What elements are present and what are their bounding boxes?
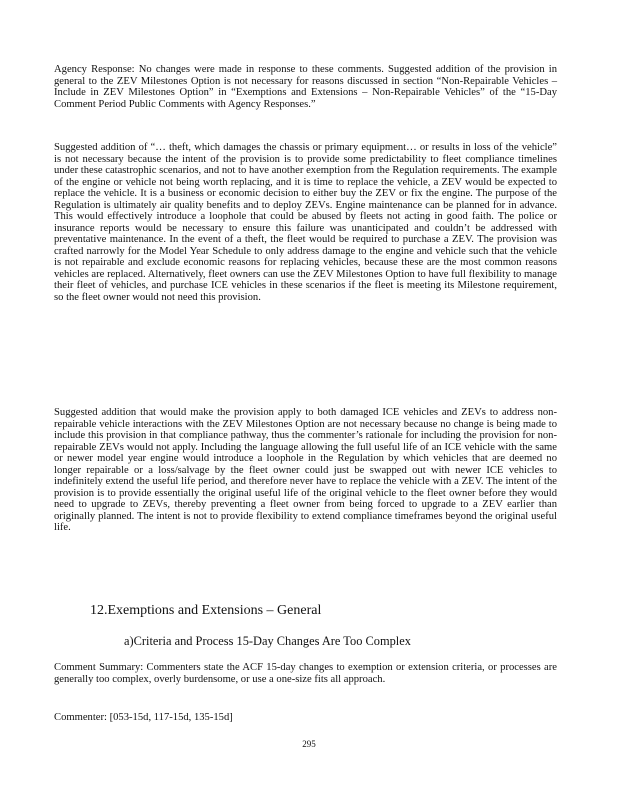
commenter-list: Commenter: [053-15d, 117-15d, 135-15d] xyxy=(54,712,233,723)
comment-summary: Comment Summary: Commenters state the ACF 15-day changes to exemption or extension criteria, or processes are generally too complex, overly burdensome, or use a one-size fits all approach. xyxy=(54,662,557,685)
section-heading: 12.Exemptions and Extensions – General xyxy=(90,603,322,618)
agency-response-paragraph: Agency Response: No changes were made in response to these comments. Suggested addition of the provision in general to the ZEV Milestones Option is not necessary for reasons discussed in section “Non-Repairable Vehicles – Include in ZEV Milestones Option” in “Exemptions and Extensions – Non-Repairable Vehicles” of the “15-Day Comment Period Public Comments with Agency Responses.” xyxy=(54,64,557,110)
ice-zev-provision-paragraph: Suggested addition that would make the provision apply to both damaged ICE vehicles and ZEVs to address non-repairable vehicle interactions with the ZEV Milestones Option are not necessary because no change is being made to include this provision in that compliance pathway, thus the commenter’s rationale for including the provision for non-repairable ZEVs would not apply. Including the language allowing the full useful life of an ICE vehicle with the same or newer model year engine would introduce a loophole in the Regulation by which vehicles that are deemed no longer repairable or a loss/salvage by the fleet owner could just be swapped out with newer ICE vehicles to indefinitely extend the useful life period, and therefore never have to replace the vehicle with a ZEV. The intent of the provision is to provide essentially the original useful life of the original vehicle to the fleet owner before they would need to upgrade to ZEVs, thereby preventing a fleet owner from being forced to upgrade to a ZEV earlier than originally planned. The intent is not to provide flexibility to extend compliance timeframes beyond the original useful life. xyxy=(54,407,557,533)
page-number: 295 xyxy=(302,739,316,749)
subsection-heading: a)Criteria and Process 15-Day Changes Are Too Complex xyxy=(124,634,411,648)
theft-provision-paragraph: Suggested addition of “… theft, which damages the chassis or primary equipment… or results in loss of the vehicle” is not necessary because the intent of the provision is to provide some predictability to fleet compliance timelines under these catastrophic scenarios, and not to have another exemption from the Regulation requirements. The example of the engine or vehicle not being worth replacing, and it is time to replace the vehicle, a ZEV would be expected to replace the vehicle. It is a business or economic decision to either buy the ZEV or fix the engine. The purpose of the Regulation is ultimately air quality benefits and to deploy ZEVs. Engine maintenance can be planned for in advance. This would effectively introduce a loophole that could be abused by fleets not acting in good faith. The police or insurance reports would be necessary to ensure this failure was unanticipated and couldn’t be addressed with preventative maintenance. In the event of a theft, the fleet would be required to purchase a ZEV. The provision was crafted narrowly for the Model Year Schedule to only address damage to the engine and vehicle such that the vehicle is not repairable and exclude economic reasons for replacing vehicles, because these are the most common reasons vehicles are replaced. Alternatively, fleet owners can use the ZEV Milestones Option to have full flexibility to manage their fleet of vehicles, and purchase ICE vehicles in these scenarios if the fleet is meeting its Milestone requirement, so the fleet owner would not need this provision. xyxy=(54,142,557,303)
